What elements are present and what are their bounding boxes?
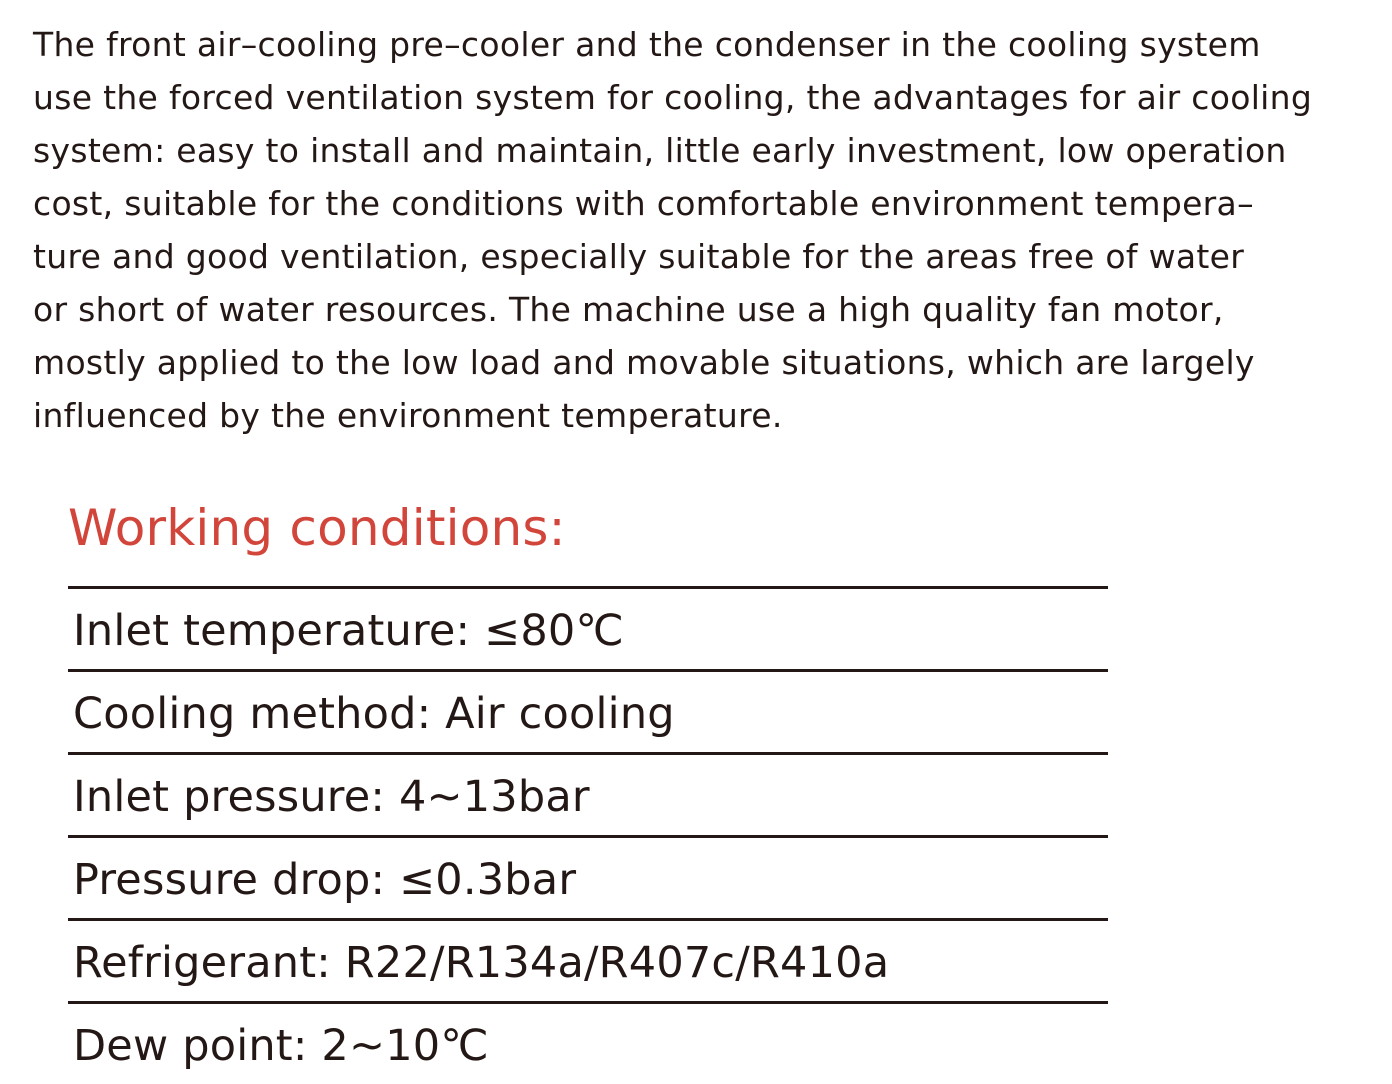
condition-text: Refrigerant: R22/R134a/R407c/R410a: [73, 938, 890, 988]
condition-text: Inlet pressure: 4~13bar: [73, 772, 590, 822]
working-conditions-list: [68, 586, 1108, 1084]
intro-line: or short of water resources. The machine use a high quality fan motor,: [33, 290, 1224, 329]
intro-line: influenced by the environment temperature.: [33, 396, 783, 435]
intro-paragraph: [33, 18, 1373, 442]
condition-text: Inlet temperature: ≤80℃: [73, 606, 624, 656]
condition-text: Dew point: 2~10℃: [73, 1021, 489, 1071]
condition-row-inlet-temperature: [68, 589, 1108, 672]
intro-line: mostly applied to the low load and movable situations, which are largely: [33, 343, 1255, 382]
condition-row-dew-point: [68, 1004, 1108, 1084]
condition-row-refrigerant: [68, 921, 1108, 1004]
intro-line: The front air–cooling pre–cooler and the condenser in the cooling system: [33, 25, 1261, 64]
condition-row-inlet-pressure: [68, 755, 1108, 838]
intro-line: system: easy to install and maintain, little early investment, low operation: [33, 131, 1287, 170]
condition-row-pressure-drop: [68, 838, 1108, 921]
condition-row-cooling-method: [68, 672, 1108, 755]
section-title-working-conditions: Working conditions:: [68, 499, 566, 557]
intro-line: ture and good ventilation, especially suitable for the areas free of water: [33, 237, 1245, 276]
condition-text: Pressure drop: ≤0.3bar: [73, 855, 577, 905]
condition-text: Cooling method: Air cooling: [73, 689, 675, 739]
intro-line: cost, suitable for the conditions with comfortable environment tempera–: [33, 184, 1254, 223]
intro-line: use the forced ventilation system for cooling, the advantages for air cooling: [33, 78, 1313, 117]
